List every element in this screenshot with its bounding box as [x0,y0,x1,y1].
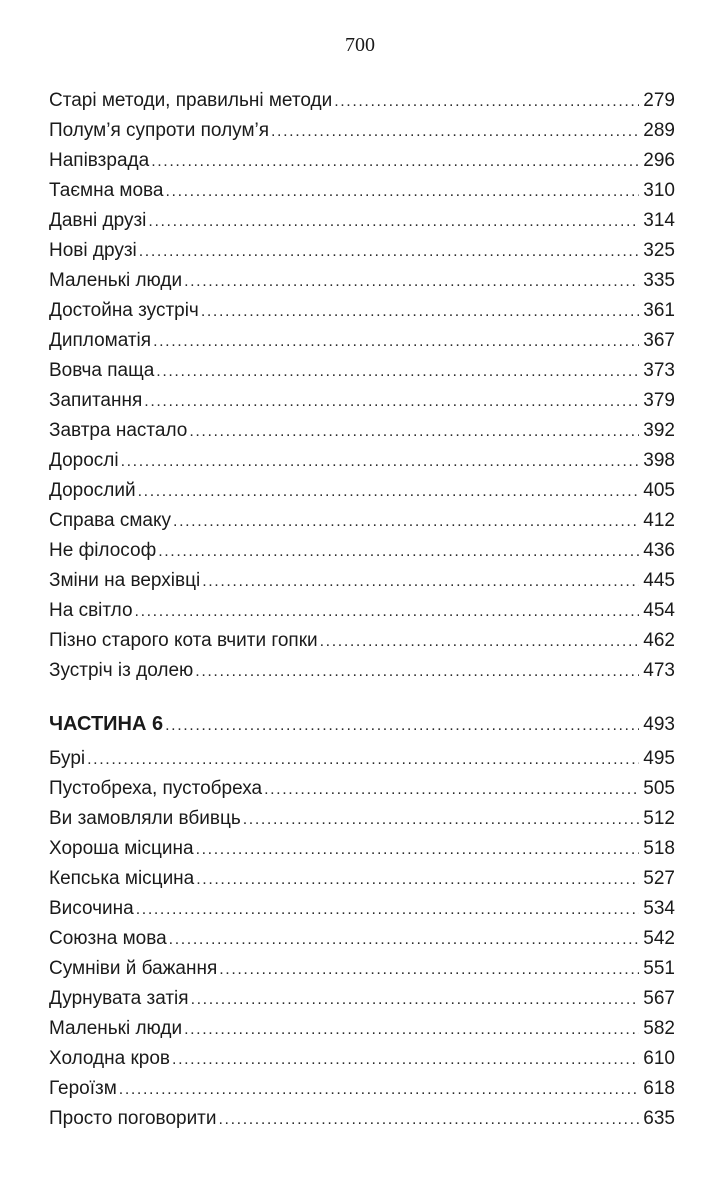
toc-entry-page: 392 [643,420,675,441]
toc-entry-title: Просто поговорити [49,1108,217,1129]
dot-leader [138,477,640,507]
toc-entry-page: 610 [643,1048,675,1069]
toc-entry [49,774,675,804]
toc-entry-page: 551 [643,958,675,979]
toc-entry-title: Зустріч із долею [49,660,194,681]
toc-entry [49,596,675,626]
dot-leader [169,925,640,955]
toc-entry [49,954,675,984]
toc-entry-title: Таємна мова [49,180,164,201]
dot-leader [264,775,639,805]
toc-entry [49,536,675,566]
page-number: 700 [345,34,375,56]
toc-entry [49,506,675,536]
dot-leader [156,357,639,387]
toc-entry [49,924,675,954]
dot-leader [148,207,639,237]
toc-entry-page: 534 [643,898,675,919]
toc-entry-page: 635 [643,1108,675,1129]
toc-entry [49,296,675,326]
dot-leader [219,1105,640,1135]
toc-entry-page: 518 [643,838,675,859]
toc-entry-title: Сумніви й бажання [49,958,218,979]
toc-entry [49,894,675,924]
toc-list-before [49,86,675,686]
toc-entry-title: Полум’я супроти полум’я [49,120,270,141]
toc-entry-page: 325 [643,240,675,261]
dot-leader [87,745,639,775]
toc-entry [49,86,675,116]
toc-entry-title: Напівзрада [49,150,150,171]
dot-leader [139,237,640,267]
toc-entry-page: 379 [643,390,675,411]
dot-leader [144,387,639,417]
dot-leader [191,985,640,1015]
toc-entry-page: 505 [643,778,675,799]
toc-entry-title: Достойна зустріч [49,300,199,321]
toc-entry [49,326,675,356]
dot-leader [121,447,640,477]
toc-entry-title: Кепська місцина [49,868,195,889]
toc-entry [49,744,675,774]
dot-leader [219,955,639,985]
toc-entry-page: 367 [643,330,675,351]
dot-leader [271,117,639,147]
toc-entry-page: 512 [643,808,675,829]
dot-leader [196,865,639,895]
toc-entry [49,984,675,1014]
toc-entry-page: 373 [643,360,675,381]
part-heading-page: 493 [643,714,675,735]
toc-entry-page: 314 [643,210,675,231]
toc-entry-page: 412 [643,510,675,531]
toc-entry-title: Не філософ [49,540,157,561]
dot-leader [158,537,639,567]
toc-entry-page: 567 [643,988,675,1009]
toc-entry-page: 445 [643,570,675,591]
dot-leader [184,267,639,297]
toc-entry-page: 405 [643,480,675,501]
toc-entry [49,206,675,236]
dot-leader [201,297,639,327]
toc-entry-page: 527 [643,868,675,889]
toc-entry-title: Старі методи, правильні методи [49,90,333,111]
toc-entry-title: Холодна кров [49,1048,171,1069]
toc-entry [49,116,675,146]
toc-entry-page: 473 [643,660,675,681]
toc-entry-page: 398 [643,450,675,471]
dot-leader [202,567,639,597]
toc-entry-title: Хороша місцина [49,838,194,859]
dot-leader [196,835,640,865]
toc-entry-title: Запитання [49,390,143,411]
toc-entry-title: Справа смаку [49,510,172,531]
toc-entry-page: 279 [643,90,675,111]
toc-entry-title: Ви замовляли вбивць [49,808,241,829]
toc-entry [49,476,675,506]
toc-entry [49,626,675,656]
dot-leader [136,895,640,925]
dot-leader [173,507,639,537]
toc-entry-page: 289 [643,120,675,141]
toc-entry [49,416,675,446]
toc-entry-title: Бурі [49,748,86,769]
toc-entry-title: Героїзм [49,1078,117,1099]
toc-entry [49,1104,675,1134]
toc-entry [49,1014,675,1044]
toc-entry-page: 495 [643,748,675,769]
toc-entry-title: Завтра настало [49,420,188,441]
dot-leader [184,1015,639,1045]
toc-entry-title: Дипломатія [49,330,152,351]
toc-entry-title: На світло [49,600,133,621]
toc-entry-title: Союзна мова [49,928,167,949]
dot-leader [151,147,639,177]
dot-leader [189,417,639,447]
toc-entry-page: 296 [643,150,675,171]
dot-leader [172,1045,639,1075]
toc-entry-title: Дурнувата затія [49,988,189,1009]
toc-entry [49,1044,675,1074]
dot-leader [135,597,640,627]
dot-leader [320,627,640,657]
toc-entry-page: 618 [643,1078,675,1099]
toc-list-after [49,744,675,1134]
toc-entry [49,1074,675,1104]
toc-entry-title: Маленькі люди [49,1018,183,1039]
toc-entry [49,446,675,476]
toc-entry [49,656,675,686]
dot-leader [165,711,639,741]
dot-leader [243,805,640,835]
toc-entry-title: Нові друзі [49,240,137,261]
toc-entry-title: Пізно старого кота вчити гопки [49,630,318,651]
toc-entry [49,176,675,206]
dot-leader [195,657,639,687]
dot-leader [334,87,639,117]
toc-entry-page: 335 [643,270,675,291]
toc-entry-title: Височина [49,898,134,919]
toc-entry [49,146,675,176]
toc-entry-title: Вовча паща [49,360,155,381]
toc-entry-page: 462 [643,630,675,651]
toc-entry-page: 310 [643,180,675,201]
toc-entry [49,236,675,266]
toc-entry [49,864,675,894]
part-heading [49,709,675,739]
toc-entry [49,356,675,386]
toc-entry-title: Зміни на верхівці [49,570,201,591]
toc-entry [49,804,675,834]
toc-entry-page: 582 [643,1018,675,1039]
toc-entry-title: Пустобреха, пустобреха [49,778,263,799]
toc-entry [49,386,675,416]
toc-entry-title: Дорослий [49,480,136,501]
toc-entry-title: Маленькі люди [49,270,183,291]
toc-entry-page: 361 [643,300,675,321]
toc-entry-page: 542 [643,928,675,949]
toc-entry-title: Давні друзі [49,210,147,231]
toc-entry-title: Дорослі [49,450,119,471]
toc-entry-page: 436 [643,540,675,561]
toc-entry [49,834,675,864]
dot-leader [153,327,639,357]
toc-entry-page: 454 [643,600,675,621]
dot-leader [166,177,640,207]
toc-entry [49,566,675,596]
part-heading-title: ЧАСТИНА 6 [49,713,164,735]
toc-entry-part-6 [49,709,675,739]
dot-leader [119,1075,640,1105]
toc-entry [49,266,675,296]
